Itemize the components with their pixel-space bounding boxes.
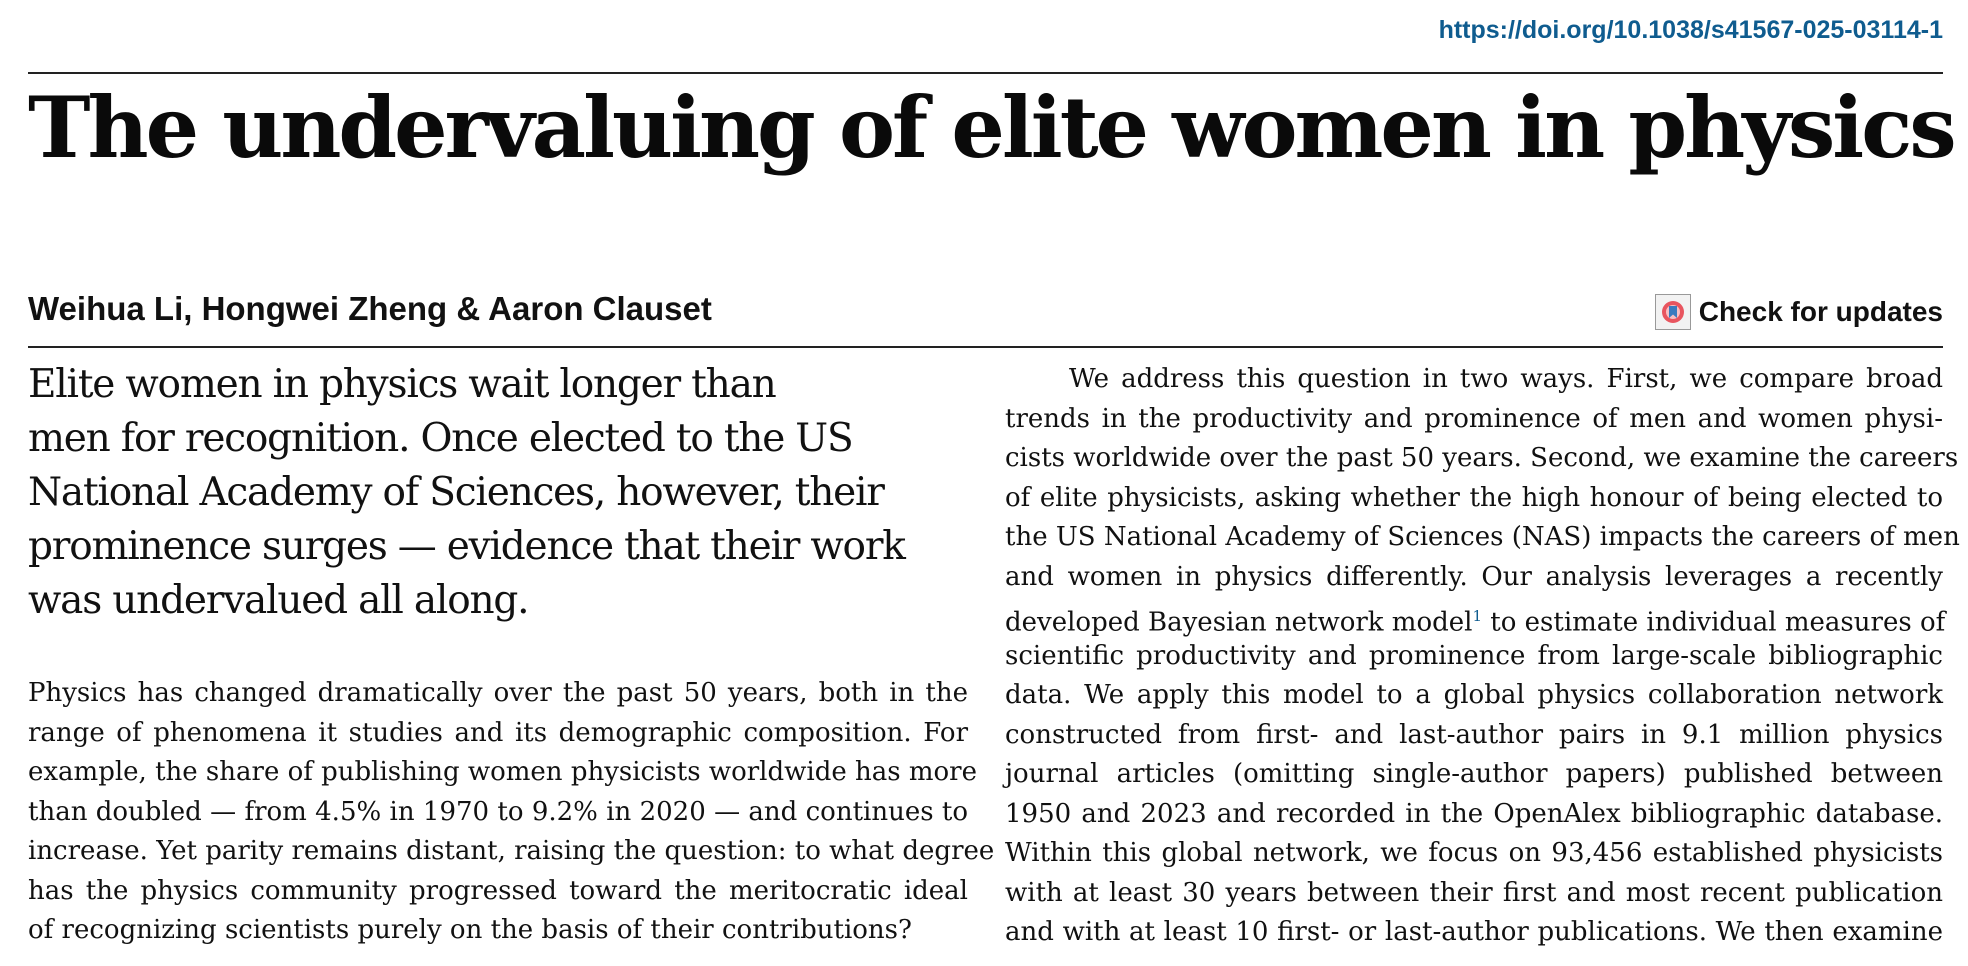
body-line: range of phenomena it studies and its demographic composition. For — [28, 717, 968, 748]
reference-link[interactable]: 1 — [1472, 607, 1483, 625]
body-line: example, the share of publishing women physicists worldwide has more — [28, 757, 977, 787]
body-line: trends in the productivity and prominence of men and women physi- — [1005, 403, 1943, 434]
crossmark-icon-graphic — [1660, 299, 1686, 325]
article-title: The undervaluing of elite women in physics — [28, 78, 1954, 177]
body-line: has the physics community progressed toward the meritocratic ideal — [28, 875, 968, 906]
standfirst-line: was undervalued all along. — [28, 578, 529, 623]
author-list: Weihua Li, Hongwei Zheng & Aaron Clauset — [28, 290, 712, 327]
standfirst-line: prominence surges — evidence that their work — [28, 524, 905, 569]
article-page — [28, 0, 1960, 966]
crossmark-icon — [1655, 294, 1691, 330]
standfirst — [28, 358, 988, 628]
byline-rule — [28, 346, 1943, 348]
body-line: scientific productivity and prominence from large-scale bibliographic — [1005, 640, 1943, 671]
doi-link[interactable]: https://doi.org/10.1038/s41567-025-03114-1 — [1438, 16, 1943, 44]
body-line: increase. Yet parity remains distant, raising the question: to what degree — [28, 836, 995, 866]
body-line: Physics has changed dramatically over the past 50 years, both in the — [28, 678, 968, 708]
check-for-updates-label: Check for updates — [1698, 296, 1943, 327]
body-text-fragment: developed Bayesian network model — [1005, 607, 1473, 638]
body-line: and with at least 10 first- or last-author publications. We then examine — [1005, 917, 1943, 947]
body-line: journal articles (omitting single-author papers) published between — [1005, 759, 1943, 789]
body-text-fragment: to estimate individual measures of — [1482, 607, 1946, 638]
standfirst-line: Elite women in physics wait longer than — [28, 362, 776, 407]
body-line: 1950 and 2023 and recorded in the OpenAlex bibliographic database. — [1005, 798, 1943, 829]
byline — [28, 290, 1943, 330]
body-line: data. We apply this model to a global physics collaboration network — [1005, 680, 1943, 710]
body-line: We address this question in two ways. First, we compare broad — [1069, 364, 1943, 394]
standfirst-line: men for recognition. Once elected to the US — [28, 416, 853, 461]
body-line: the US National Academy of Sciences (NAS) impacts the careers of men — [1005, 522, 1960, 552]
body-line: than doubled — from 4.5% in 1970 to 9.2% in 2020 — and continues to — [28, 796, 968, 827]
body-line: of recognizing scientists purely on the basis of their contributions? — [28, 915, 912, 945]
header-rule — [28, 72, 1943, 74]
body-line: with at least 30 years between their first and most recent publication — [1005, 877, 1943, 908]
standfirst-line: National Academy of Sciences, however, their — [28, 470, 884, 515]
body-line: Within this global network, we focus on 93,456 established physicists — [1005, 838, 1943, 868]
body-line: constructed from first- and last-author pairs in 9.1 million physics — [1005, 719, 1943, 750]
check-for-updates-button[interactable] — [1655, 294, 1943, 330]
body-column-left — [28, 674, 995, 951]
body-line-with-reference — [1005, 597, 1946, 638]
body-line: cists worldwide over the past 50 years. Second, we examine the careers — [1005, 443, 1959, 473]
body-line: and women in physics differently. Our analysis leverages a recently — [1005, 561, 1943, 592]
body-column-right — [1005, 360, 1960, 953]
body-line: of elite physicists, asking whether the high honour of being elected to — [1005, 482, 1943, 513]
doi-row — [1439, 16, 1943, 45]
